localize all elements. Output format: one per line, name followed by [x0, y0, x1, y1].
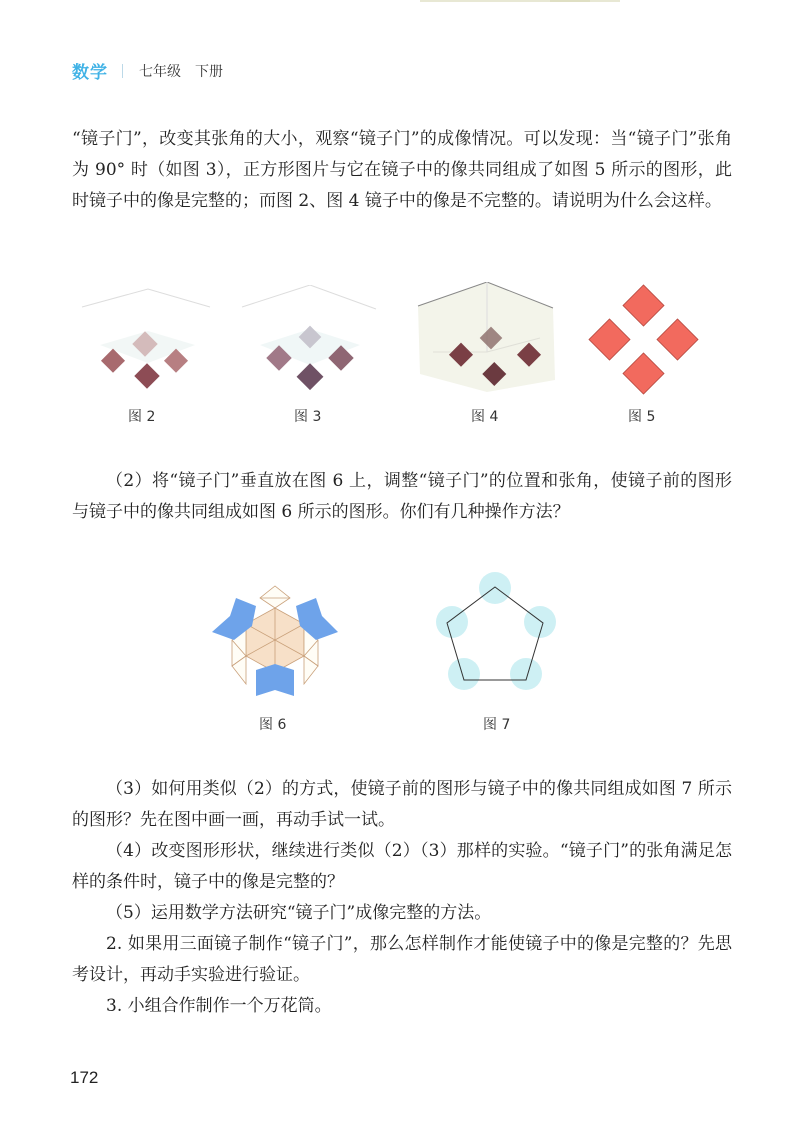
figure-6-hexagon-pattern	[208, 580, 343, 700]
figure-5-caption: 图 5	[628, 409, 656, 425]
paragraph-intro: “镜子门”，改变其张角的大小，观察“镜子门”的成像情况。可以发现：当“镜子门”张角为 90° 时（如图 3），正方形图片与它在镜子中的像共同组成了如图 5 所示的图形，此时镜子中的像是完整的；而图 2、图 4 镜子中的像是不完整的。请说明为什么会这样。	[72, 129, 732, 211]
volume-label: 下册	[195, 63, 223, 80]
paragraph-question-3: （3）如何用类似（2）的方式，使镜子前的图形与镜子中的像共同组成如图 7 所示的图形？先在图中画一画，再动手试一试。	[72, 779, 732, 830]
page-header	[72, 58, 223, 83]
figure-2-mirror-photo	[80, 285, 215, 395]
figure-7-pentagon-circles	[430, 570, 560, 700]
figure-7-caption: 图 7	[483, 717, 511, 733]
figure-6-caption: 图 6	[259, 717, 287, 733]
figure-5-four-squares	[585, 283, 705, 398]
top-edge-line	[550, 0, 620, 2]
figure-4-mirror-photo	[415, 282, 555, 397]
page-number: 172	[70, 1068, 99, 1087]
figure-3-caption: 图 3	[294, 409, 322, 425]
paragraph-question-4: （4）改变图形形状，继续进行类似（2）（3）那样的实验。“镜子门”的张角满足怎样的条件时，镜子中的像是完整的？	[72, 841, 732, 892]
paragraph-task-2: 2. 如果用三面镜子制作“镜子门”，那么怎样制作才能使镜子中的像是完整的？先思考设计，再动手实验进行验证。	[72, 934, 732, 985]
subject-label: 数学	[72, 63, 108, 83]
paragraph-task-3: 3. 小组合作制作一个万花筒。	[106, 996, 332, 1016]
paragraph-question-2: （2）将“镜子门”垂直放在图 6 上，调整“镜子门”的位置和张角，使镜子前的图形与镜子中的像共同组成如图 6 所示的图形。你们有几种操作方法？	[72, 471, 732, 522]
figure-4-caption: 图 4	[471, 409, 499, 425]
paragraph-question-5: （5）运用数学方法研究“镜子门”成像完整的方法。	[106, 903, 492, 923]
figure-3-mirror-photo	[240, 285, 380, 395]
grade-label: 七年级	[139, 63, 181, 80]
figure-2-caption: 图 2	[128, 409, 156, 425]
header-divider	[122, 64, 123, 78]
